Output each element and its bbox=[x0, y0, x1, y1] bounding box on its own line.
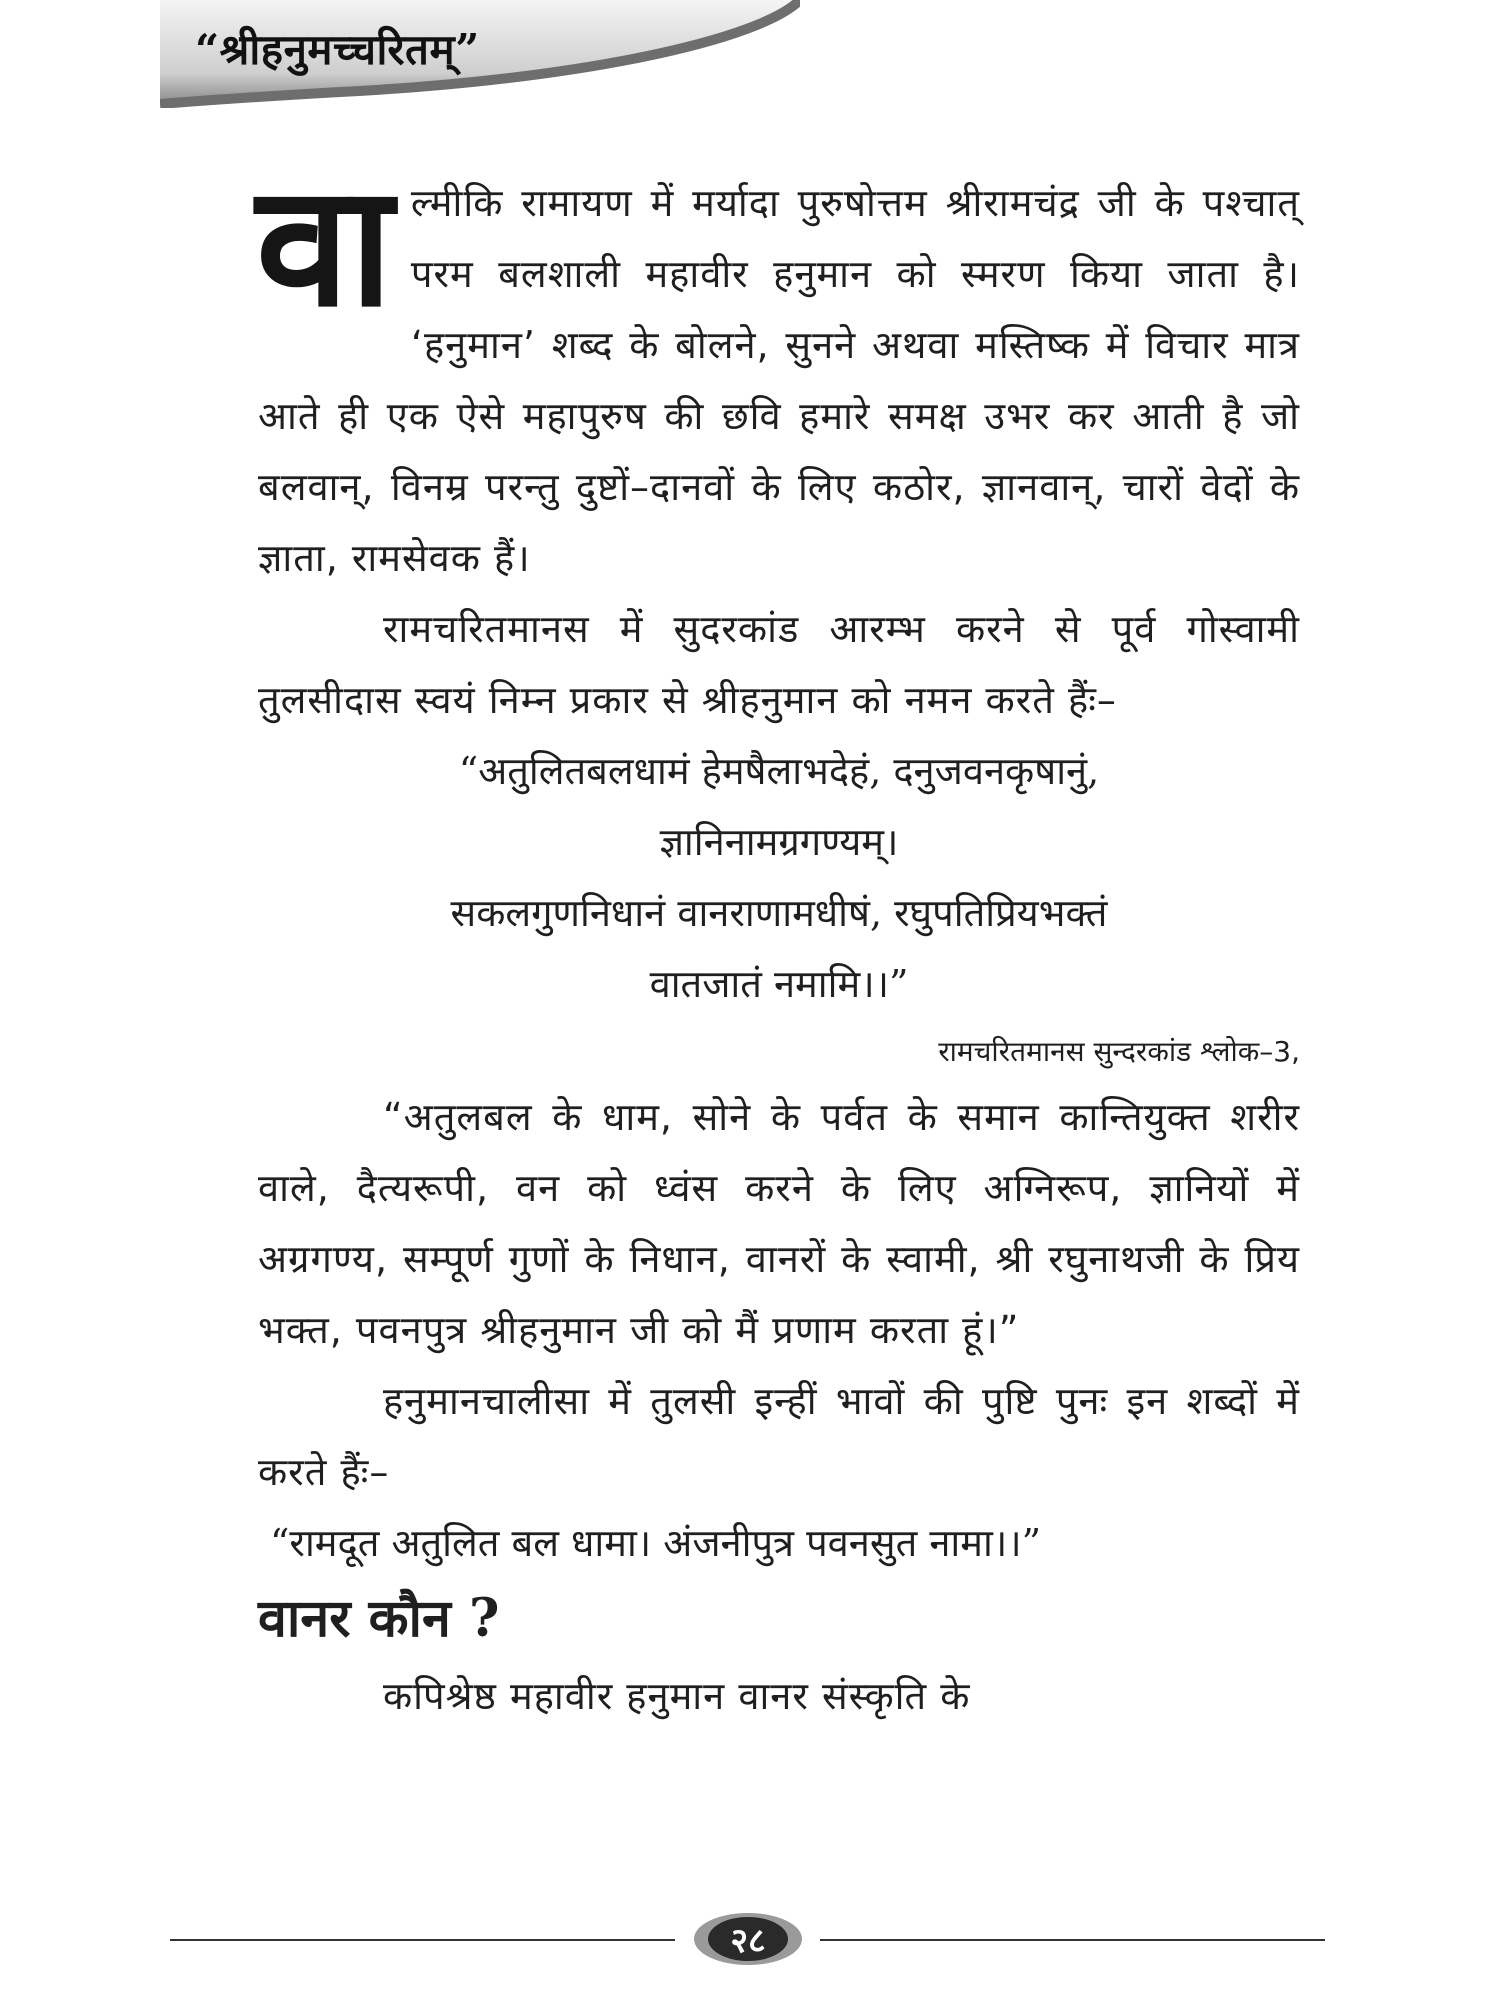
verse-line-1: “अतुलितबलधामं हेमषैलाभदेहं, दनुजवनकृषानुं, bbox=[458, 749, 1100, 793]
verse-line-4: वातजातं नमामि।।” bbox=[649, 962, 909, 1006]
page-number: २८ bbox=[730, 1921, 766, 1961]
footer-rule-right bbox=[820, 1939, 1325, 1941]
verse-translation: “अतुलबल के धाम, सोने के पर्वत के समान कान्तियुक्त शरीर वाले, दैत्यरूपी, वन को ध्वंस करने के लिए अग्निरूप, ज्ञानियों में अग्रगण्य, सम्पूर्ण गुणों के निधान, वानरों के स्वामी, श्री रघुनाथजी के प्रिय भक्त, पवनपुत्र श्रीहनुमान जी को मैं प्रणाम करता हूं।” bbox=[258, 1095, 1300, 1352]
section-heading: वानर कौन ? bbox=[258, 1588, 500, 1649]
footer-rule-left bbox=[170, 1939, 675, 1941]
intro-paragraph bbox=[256, 148, 1300, 594]
verse-line-2: ज्ञानिनामग्रगण्यम्। bbox=[659, 820, 899, 864]
verse-citation: रामचरितमानस सुन्दरकांड श्लोक–3, bbox=[938, 1035, 1300, 1068]
running-header-title: “श्रीहनुमच्चरितम्” bbox=[195, 25, 480, 74]
intro-text: ल्मीकि रामायण में मर्यादा पुरुषोत्तम श्रीरामचंद्र जी के पश्चात् परम बलशाली महावीर हनुमान को स्मरण किया जाता है। ‘हनुमान’ शब्द के बोलने, सुनने अथवा मस्तिष्क में विचार मात्र आते ही एक ऐसे महापुरुष की छवि हमारे समक्ष उभर कर आती है जो बलवान्, विनम्र परन्तु दुष्टों–दानवों के लिए कठोर, ज्ञानवान्, चारों वेदों के ज्ञाता, रामसेवक हैं। bbox=[258, 181, 1300, 580]
page-body bbox=[256, 148, 1300, 1732]
paragraph-chalisa: हनुमानचालीसा में तुलसी इन्हीं भावों की पुष्टि पुनः इन शब्दों में करते हैंः– bbox=[258, 1379, 1300, 1494]
drop-cap: वा bbox=[256, 148, 393, 344]
paragraph-tulsidas: रामचरितमानस में सुदरकांड आरम्भ करने से पूर्व गोस्वामी तुलसीदास स्वयं निम्न प्रकार से श्रीहनुमान को नमन करते हैंः– bbox=[258, 607, 1300, 722]
section-text: कपिश्रेष्ठ महावीर हनुमान वानर संस्कृति के bbox=[383, 1674, 971, 1718]
chalisa-quote: “रामदूत अतुलित बल धामा। अंजनीपुत्र पवनसुत नामा।।” bbox=[270, 1521, 1042, 1565]
sanskrit-verse bbox=[258, 736, 1300, 1020]
verse-line-3: सकलगुणनिधानं वानराणामधीषं, रघुपतिप्रियभक्तं bbox=[450, 891, 1108, 935]
